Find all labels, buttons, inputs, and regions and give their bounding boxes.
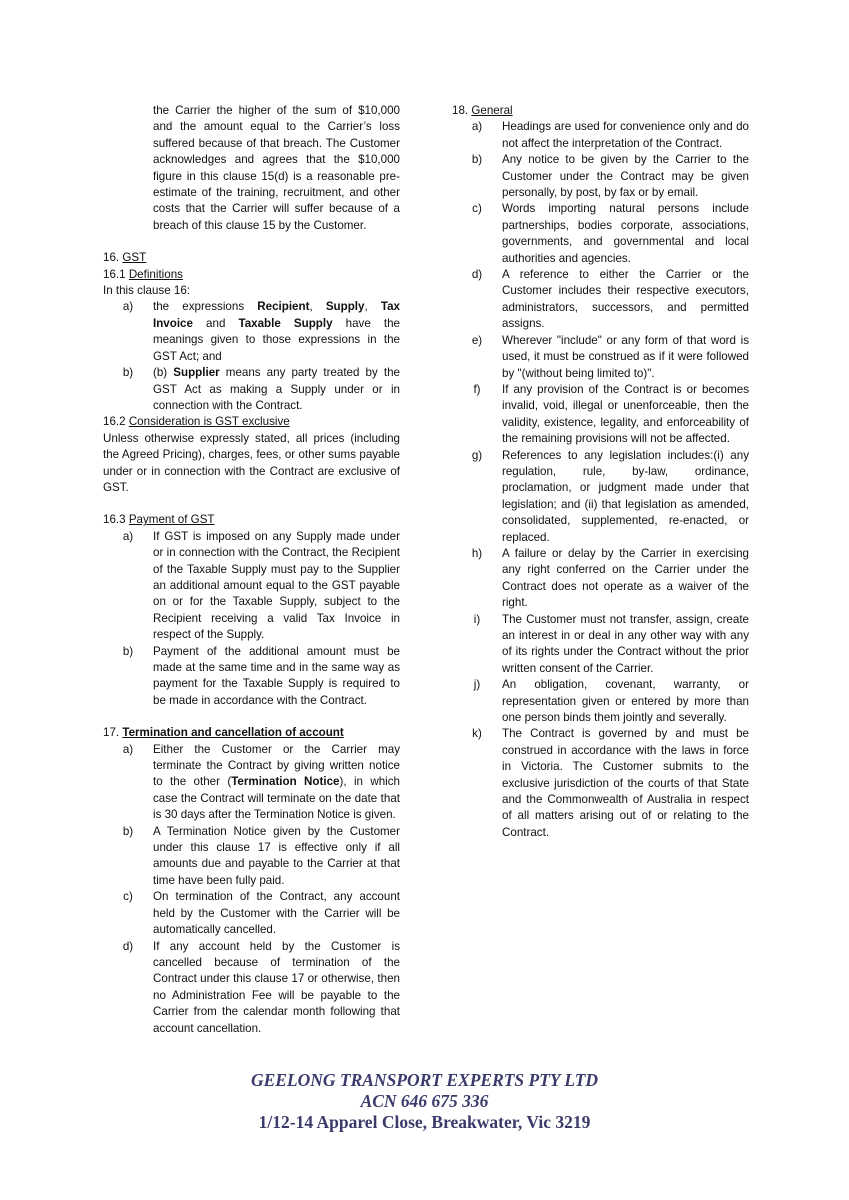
list-item: c) Words importing natural persons include partnerships, bodies corporate, associations, governments, and governmental and local authorities and agencies. <box>472 202 749 265</box>
list-item: a) Either the Customer or the Carrier may terminate the Contract by giving written notice to the other (Termination Notice), in which case the Contract will terminate on the date that is 30 days after the Termination Notice is given. <box>122 742 400 822</box>
list-item: b) Payment of the additional amount must be made at the same time and in the same way as payment for the Taxable Supply is required to be made in accordance with the Contract. <box>122 644 400 707</box>
clause-16-1-intro: In this clause 16: <box>103 284 191 298</box>
list-item: b) A Termination Notice given by the Customer under this clause 17 is effective only if all amounts due and payable to the Carrier at that time have been fully paid. <box>122 824 400 887</box>
list-item: k) The Contract is governed by and must be construed in accordance with the laws in force in Victoria. The Customer submits to the exclusive jurisdiction of the courts of that State and the Commonwealth of Australia in respect of all matters arising out of or relating to the Contract. <box>472 727 749 839</box>
list-item: i) The Customer must not transfer, assign, create an interest in or deal in any other way with any of its rights under the Contract without the prior written consent of the Carrier. <box>473 612 749 675</box>
clause-16-2-heading: 16.2 Consideration is GST exclusive <box>103 415 290 429</box>
clause-16-2-text: Unless otherwise expressly stated, all prices (including the Agreed Pricing), charges, fees, or other sums payable under or in connection with the Contract are exclusive of GST. <box>103 431 400 494</box>
list-item: a) Headings are used for convenience only and do not affect the interpretation of the Contract. <box>471 120 749 150</box>
left-column <box>103 103 400 1037</box>
list-item: a) the expressions Recipient, Supply, Tax Invoice and Taxable Supply have the meanings given to those expressions in the GST Act; and <box>122 300 400 363</box>
list-item: b) (b) Supplier means any party treated by the GST Act as making a Supply under or in connection with the Contract. <box>122 366 400 412</box>
list-item: h) A failure or delay by the Carrier in exercising any right conferred on the Carrier under the Contract does not operate as a waiver of the right. <box>471 546 749 610</box>
right-column <box>452 103 749 841</box>
list-item: d) If any account held by the Customer is cancelled because of termination of the Contract under this clause 17 or otherwise, then no Administration Fee will be payable to the Carrier from the calendar month following that account cancellation. <box>122 939 400 1035</box>
clause-17-heading: 17. Termination and cancellation of account <box>103 726 344 740</box>
list-item: g) References to any legislation includes:(i) any regulation, rule, by-law, ordinance, proclamation, or judgment made under that legislation; and (ii) that legislation as amended, consolidated, supplemented, re-enacted, or replaced. <box>471 448 749 544</box>
list-item: f) If any provision of the Contract is or becomes invalid, void, illegal or unenforceable, then the validity, existence, legality, and enforceability of the remaining provisions will not be affected. <box>473 382 749 446</box>
clause-15-continuation: the Carrier the higher of the sum of $10,000 and the amount equal to the Carrier’s loss suffered because of that breach. The Customer acknowledges and agrees that the $10,000 figure in this clause 15(d) is a reasonable pre-estimate of the training, recruitment, and other costs that the Carrier will suffer because of a breach of this clause 15 by the Customer. <box>153 104 400 232</box>
clause-16-1-heading: 16.1 Definitions <box>103 267 183 281</box>
footer-company-name: GEELONG TRANSPORT EXPERTS PTY LTD <box>250 1070 599 1090</box>
list-item: b) Any notice to be given by the Carrier to the Customer under the Contract may be given personally, by post, by fax or by email. <box>471 153 749 200</box>
list-item: d) A reference to either the Carrier or the Customer includes their respective executors, administrators, successors, and permitted assigns. <box>471 268 749 331</box>
footer-address: 1/12-14 Apparel Close, Breakwater, Vic 3219 <box>258 1112 591 1132</box>
clause-18-heading: 18. General <box>452 104 513 117</box>
list-item: j) An obligation, covenant, warranty, or representation given or entered by more than one person binds them jointly and severally. <box>473 678 749 725</box>
list-item: a) If GST is imposed on any Supply made under or in connection with the Contract, the Recipient of the Taxable Supply must pay to the Supplier an additional amount equal to the GST payable on or for the Taxable Supply, subject to the Recipient receiving a valid Tax Invoice in respect of the Supply. <box>122 529 400 642</box>
list-item: e) Wherever "include" or any form of that word is used, it must be construed as if it were followed by "(without being limited to)". <box>471 333 749 380</box>
list-item: c) On termination of the Contract, any account held by the Customer with the Carrier will be automatically cancelled. <box>123 890 400 937</box>
page-footer <box>0 1070 849 1133</box>
footer-acn: ACN 646 675 336 <box>360 1091 489 1111</box>
clause-16-heading: 16. GST <box>103 251 147 265</box>
clause-16-3-heading: 16.3 Payment of GST <box>103 513 215 527</box>
